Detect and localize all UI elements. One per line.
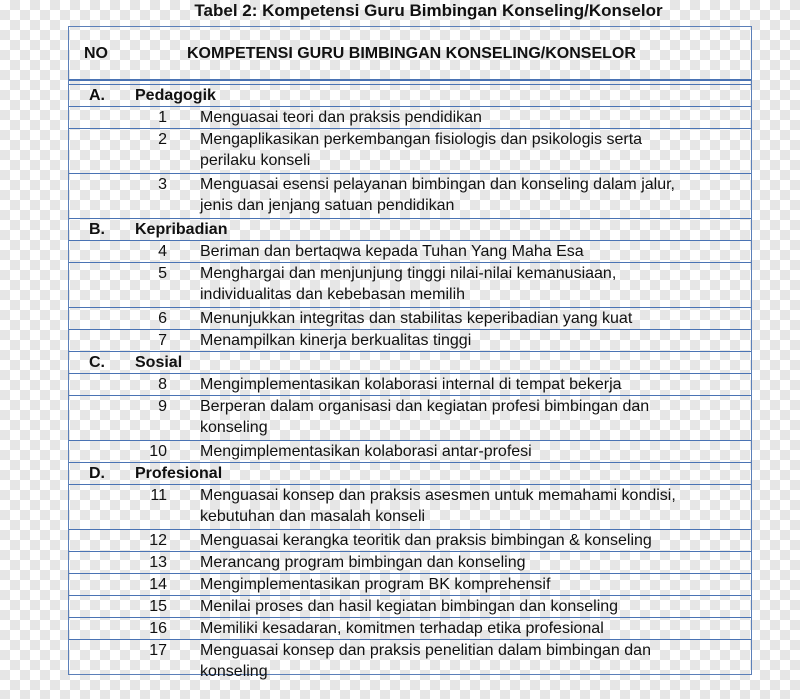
item-text: konseling — [200, 419, 268, 436]
item-text: Mengimplementasikan program BK komprehensif — [200, 576, 551, 593]
item-number: 17 — [149, 642, 167, 659]
item-text: Mengimplementasikan kolaborasi antar-profesi — [200, 443, 532, 460]
item-text: Berperan dalam organisasi dan kegiatan profesi bimbingan dan — [200, 398, 650, 415]
section-row — [69, 351, 751, 374]
section-title: Kepribadian — [135, 221, 228, 238]
header-no: NO — [84, 45, 108, 62]
table-row — [69, 307, 751, 329]
item-number: 4 — [158, 243, 167, 260]
table-header — [69, 27, 751, 81]
table-row — [69, 106, 751, 128]
section-title: Profesional — [135, 465, 223, 482]
item-number: 2 — [158, 131, 167, 148]
table-row — [69, 551, 751, 573]
item-number: 14 — [149, 576, 167, 593]
table-row — [69, 128, 751, 173]
section-letter: D. — [89, 465, 105, 482]
section-title: Pedagogik — [135, 87, 216, 104]
table-caption: Tabel 2: Kompetensi Guru Bimbingan Konseling/Konselor — [194, 1, 663, 20]
table-row — [69, 262, 751, 307]
item-number: 12 — [149, 532, 167, 549]
item-text: Mengimplementasikan kolaborasi internal di tempat bekerja — [200, 376, 622, 393]
section-letter: C. — [89, 354, 105, 371]
item-number: 8 — [158, 376, 167, 393]
table-row — [69, 639, 751, 684]
table-row — [69, 373, 751, 395]
item-text: Menguasai kerangka teoritik dan praksis bimbingan & konseling — [200, 532, 652, 549]
item-text: Menampilkan kinerja berkualitas tinggi — [200, 332, 472, 349]
table-row — [69, 440, 751, 462]
section-letter: A. — [89, 87, 105, 104]
table-row — [69, 484, 751, 529]
item-text: Mengaplikasikan perkembangan fisiologis dan psikologis serta — [200, 131, 643, 148]
section-row — [69, 218, 751, 241]
item-text: perilaku konseli — [200, 152, 311, 169]
item-text: Merancang program bimbingan dan konseling — [200, 554, 526, 571]
item-number: 10 — [149, 443, 167, 460]
item-text: Menguasai konsep dan praksis penelitian dalam bimbingan dan — [200, 642, 651, 659]
table-row — [69, 173, 751, 218]
table-row — [69, 240, 751, 262]
section-title: Sosial — [135, 354, 183, 371]
item-text: Menunjukkan integritas dan stabilitas keperibadian yang kuat — [200, 310, 633, 327]
item-number: 7 — [158, 332, 167, 349]
item-number: 5 — [158, 265, 167, 282]
item-number: 9 — [158, 398, 167, 415]
item-text: konseling — [200, 663, 268, 680]
table-row — [69, 529, 751, 551]
item-number: 6 — [158, 310, 167, 327]
item-number: 1 — [158, 109, 167, 126]
item-text: Menguasai esensi pelayanan bimbingan dan konseling dalam jalur, — [200, 176, 675, 193]
section-row — [69, 84, 751, 107]
section-row — [69, 462, 751, 485]
competency-table — [68, 26, 752, 680]
item-number: 15 — [149, 598, 167, 615]
table-row — [69, 617, 751, 639]
item-text: Menguasai teori dan praksis pendidikan — [200, 109, 482, 126]
item-text: kebutuhan dan masalah konseli — [200, 508, 426, 525]
table-row — [69, 573, 751, 595]
item-number: 16 — [149, 620, 167, 637]
table-row — [69, 329, 751, 351]
item-number: 3 — [158, 176, 167, 193]
item-text: Menghargai dan menjunjung tinggi nilai-nilai kemanusiaan, — [200, 265, 617, 282]
item-number: 11 — [150, 487, 167, 504]
table-row — [69, 395, 751, 440]
item-text: Memiliki kesadaran, komitmen terhadap etika profesional — [200, 620, 604, 637]
item-text: individualitas dan kebebasan memilih — [200, 286, 466, 303]
table-row — [69, 595, 751, 617]
item-text: Menilai proses dan hasil kegiatan bimbingan dan konseling — [200, 598, 619, 615]
header-title: KOMPETENSI GURU BIMBINGAN KONSELING/KONSELOR — [187, 45, 636, 62]
section-letter: B. — [89, 221, 105, 238]
item-text: Beriman dan bertaqwa kepada Tuhan Yang Maha Esa — [200, 243, 584, 260]
item-number: 13 — [149, 554, 167, 571]
item-text: jenis dan jenjang satuan pendidikan — [200, 197, 455, 214]
item-text: Menguasai konsep dan praksis asesmen untuk memahami kondisi, — [200, 487, 676, 504]
